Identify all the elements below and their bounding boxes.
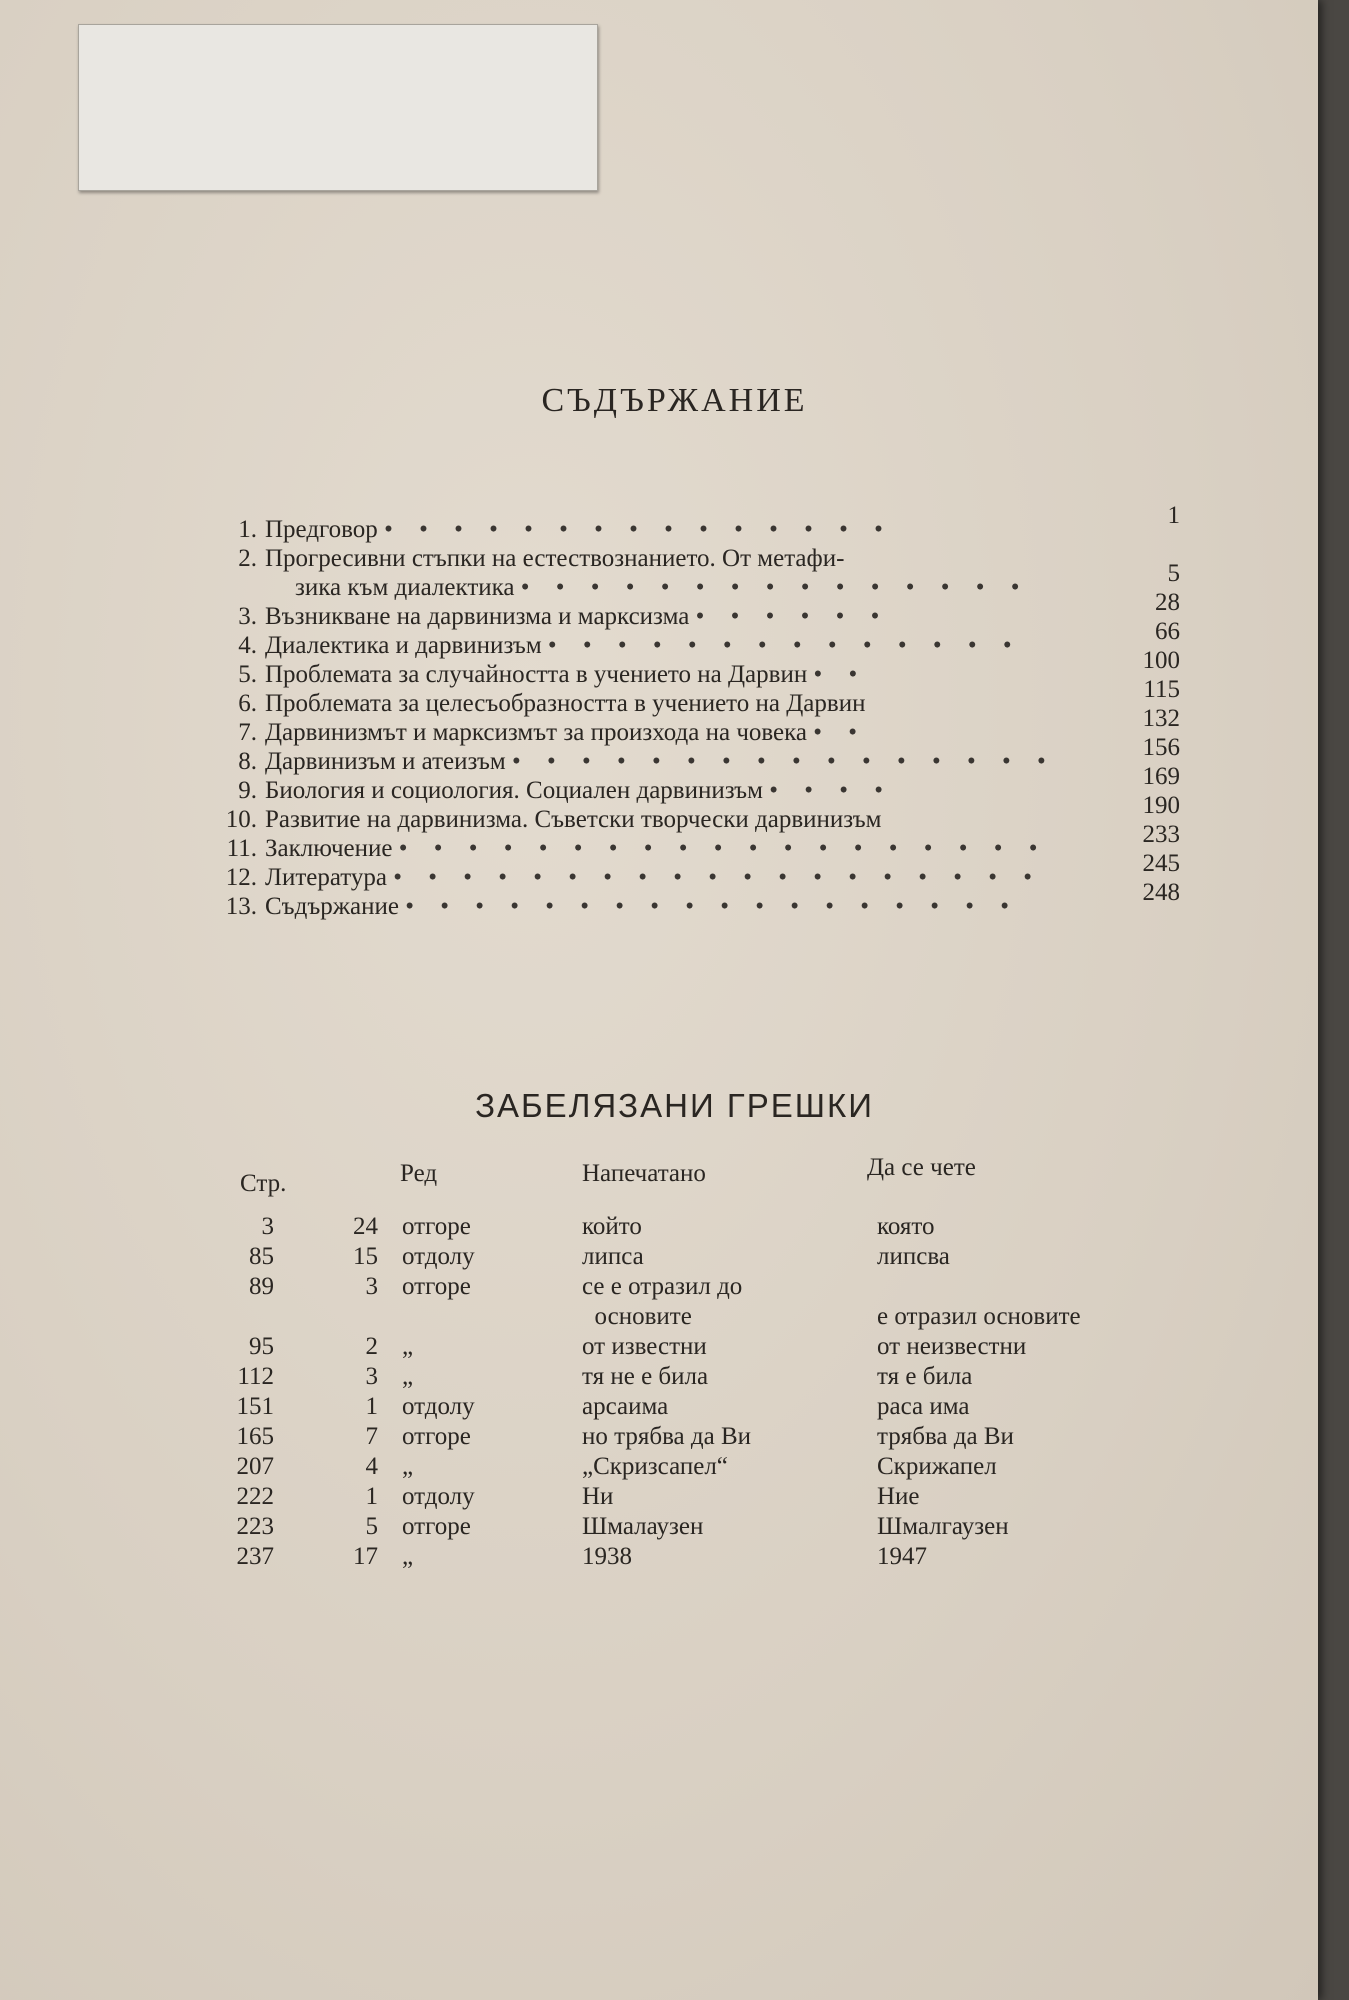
cell-printed: 1938: [582, 1543, 632, 1570]
toc-page: 1: [1167, 502, 1180, 529]
toc-page: 248: [1142, 879, 1180, 906]
toc-entry: [215, 544, 1180, 573]
cell-read: трябва да Ви: [877, 1423, 1014, 1450]
toc-number: 13.: [225, 893, 257, 920]
cell-page: 95: [249, 1333, 274, 1360]
toc-entry: [215, 589, 1180, 631]
cell-direction: отдолу: [402, 1243, 475, 1270]
toc-entry: [215, 705, 1180, 747]
toc-page: 28: [1155, 589, 1180, 616]
toc-number: 4.: [238, 632, 257, 659]
header-printed: Напечатано: [582, 1160, 706, 1187]
toc-number: 5.: [238, 661, 257, 688]
toc-entry: [215, 502, 1180, 544]
table-row: [232, 1272, 1192, 1302]
cell-read: Шмалгаузен: [877, 1513, 1009, 1540]
toc-leader: • • • • • • • • • • • • • •: [547, 632, 1022, 659]
toc-leader: • • • •: [769, 777, 893, 804]
cell-page: 89: [249, 1273, 274, 1300]
cell-line: 5: [365, 1513, 378, 1540]
cell-direction: отдолу: [402, 1483, 475, 1510]
table-row: [232, 1452, 1192, 1482]
header-page: Стр.: [240, 1170, 287, 1197]
toc-leader: • • • • • • • • • • • • • • •: [384, 516, 893, 543]
table-row: [232, 1482, 1192, 1512]
cell-printed: липса: [582, 1243, 644, 1270]
toc-page: 115: [1143, 676, 1180, 703]
cell-read: 1947: [877, 1543, 927, 1570]
toc-page: 245: [1142, 850, 1180, 877]
table-row: [232, 1542, 1192, 1572]
toc-leader: • • • • • • • • • • • • • • • • • •: [405, 893, 1020, 920]
toc-text: Възникване на дарвинизма и марксизма: [265, 603, 690, 630]
cell-page: 112: [237, 1363, 274, 1390]
toc-page: 5: [1167, 560, 1180, 587]
cell-read: раса има: [877, 1393, 970, 1420]
cell-line: 3: [365, 1273, 378, 1300]
cell-line: 1: [365, 1483, 378, 1510]
table-row: [232, 1422, 1192, 1452]
toc-text: Прогресивни стъпки на естествознанието. От метафи-: [265, 545, 845, 572]
cell-printed: арсаима: [582, 1393, 669, 1420]
toc-leader: • • • • • • • • • • • • • • • •: [511, 748, 1056, 775]
cell-read: Скрижапел: [877, 1453, 997, 1480]
table-row: [232, 1362, 1192, 1392]
cell-page: 207: [236, 1453, 274, 1480]
toc-number: 9.: [238, 777, 257, 804]
errata-table: [232, 1154, 1192, 1572]
cell-printed: тя не е била: [582, 1363, 709, 1390]
toc-entry-continuation: [215, 560, 1180, 602]
header-read: Да се чете: [867, 1154, 976, 1181]
pasted-label: [78, 24, 598, 191]
cell-page: 223: [236, 1513, 274, 1540]
cell-read: е отразил основите: [877, 1303, 1081, 1330]
toc-entry: [215, 879, 1180, 921]
toc-page: 66: [1155, 618, 1180, 645]
toc-text: зика към диалектика: [295, 574, 515, 601]
cell-printed: се е отразил до: [582, 1273, 743, 1300]
cell-direction: отдолу: [402, 1393, 475, 1420]
toc-page: 100: [1142, 647, 1180, 674]
cell-read: Ние: [877, 1483, 920, 1510]
toc-text: Диалектика и дарвинизъм: [265, 632, 542, 659]
toc-text: Биология и социология. Социален дарвинизъм: [265, 777, 763, 804]
toc-text: Съдържание: [265, 893, 399, 920]
toc-text: Проблемата за случайността в учението на Дарвин: [265, 661, 808, 688]
cell-page: 3: [261, 1213, 274, 1240]
cell-line: 7: [365, 1423, 378, 1450]
toc-text: Литература: [265, 864, 387, 891]
cell-printed: от известни: [582, 1333, 707, 1360]
cell-line: 15: [353, 1243, 378, 1270]
table-row: [232, 1302, 1192, 1332]
toc-entry: [215, 821, 1180, 863]
toc-number: 3.: [238, 603, 257, 630]
toc-entry: [215, 792, 1180, 834]
toc-text: Заключение: [265, 835, 393, 862]
toc-title: СЪДЪРЖАНИЕ: [541, 382, 808, 419]
toc-entry: [215, 676, 1180, 718]
toc-entry: [215, 647, 1180, 689]
toc-number: 7.: [238, 719, 257, 746]
toc-entry: [215, 763, 1180, 805]
cell-line: 17: [353, 1543, 378, 1570]
cell-direction: „: [402, 1543, 414, 1570]
cell-printed: основите: [582, 1303, 692, 1330]
toc-page: 156: [1142, 734, 1180, 761]
cell-printed: Шмалаузен: [582, 1513, 704, 1540]
toc-entry: [215, 850, 1180, 892]
toc-number: 2.: [238, 545, 257, 572]
toc-page: 169: [1142, 763, 1180, 790]
table-row: [232, 1242, 1192, 1272]
header-line: Ред: [400, 1160, 438, 1187]
table-row: [232, 1512, 1192, 1542]
toc-leader: • • • • • • • • • • • • • • •: [520, 574, 1030, 601]
toc-number: 11.: [226, 835, 257, 862]
cell-page: 222: [236, 1483, 274, 1510]
toc-leader: • • • • • •: [695, 603, 890, 630]
toc-leader: • •: [813, 661, 868, 688]
errata-rows: [232, 1212, 1192, 1572]
table-of-contents: [215, 502, 1180, 921]
cell-read: липсва: [877, 1243, 950, 1270]
cell-page: 237: [236, 1543, 274, 1570]
toc-leader: • • • • • • • • • • • • • • • • • • •: [398, 835, 1048, 862]
cell-read: тя е била: [877, 1363, 973, 1390]
toc-text: Дарвинизмът и марксизмът за произхода на човека: [265, 719, 808, 746]
cell-printed: но трябва да Ви: [582, 1423, 752, 1450]
cell-printed: Ни: [582, 1483, 614, 1510]
table-row: [232, 1332, 1192, 1362]
cell-direction: „: [402, 1363, 414, 1390]
toc-leader: • • • • • • • • • • • • • • • • • • •: [393, 864, 1043, 891]
toc-leader: • •: [813, 719, 868, 746]
toc-text: Проблемата за целесъобразността в учението на Дарвин: [265, 690, 866, 717]
toc-number: 12.: [225, 864, 257, 891]
cell-page: 151: [236, 1393, 274, 1420]
toc-number: 1.: [238, 516, 257, 543]
cell-line: 4: [365, 1453, 378, 1480]
toc-number: 10.: [225, 806, 257, 833]
cell-direction: „: [402, 1453, 414, 1480]
cell-line: 3: [365, 1363, 378, 1390]
cell-page: 85: [249, 1243, 274, 1270]
cell-direction: „: [402, 1333, 414, 1360]
toc-entry: [215, 618, 1180, 660]
toc-page: 233: [1142, 821, 1180, 848]
toc-page: 132: [1142, 705, 1180, 732]
cell-line: 1: [365, 1393, 378, 1420]
toc-entry: [215, 734, 1180, 776]
cell-direction: отгоре: [402, 1423, 471, 1450]
cell-line: 2: [365, 1333, 378, 1360]
cell-direction: отгоре: [402, 1513, 471, 1540]
toc-text: Предговор: [265, 516, 378, 543]
table-row: [232, 1212, 1192, 1242]
cell-printed: който: [582, 1213, 642, 1240]
cell-direction: отгоре: [402, 1273, 471, 1300]
toc-number: 8.: [238, 748, 257, 775]
toc-text: Развитие на дарвинизма. Съветски творчески дарвинизъм: [265, 806, 882, 833]
table-row: [232, 1392, 1192, 1422]
cell-line: 24: [353, 1213, 378, 1240]
cell-read: от неизвестни: [877, 1333, 1027, 1360]
toc-number: 6.: [238, 690, 257, 717]
toc-page: 190: [1142, 792, 1180, 819]
toc-text: Дарвинизъм и атеизъм: [265, 748, 506, 775]
cell-printed: „Скризсапел“: [582, 1453, 728, 1480]
cell-read: която: [877, 1213, 935, 1240]
errata-title: ЗАБЕЛЯЗАНИ ГРЕШКИ: [475, 1087, 874, 1124]
cell-direction: отгоре: [402, 1213, 471, 1240]
errata-header-row: [232, 1154, 1192, 1212]
cell-page: 165: [236, 1423, 274, 1450]
